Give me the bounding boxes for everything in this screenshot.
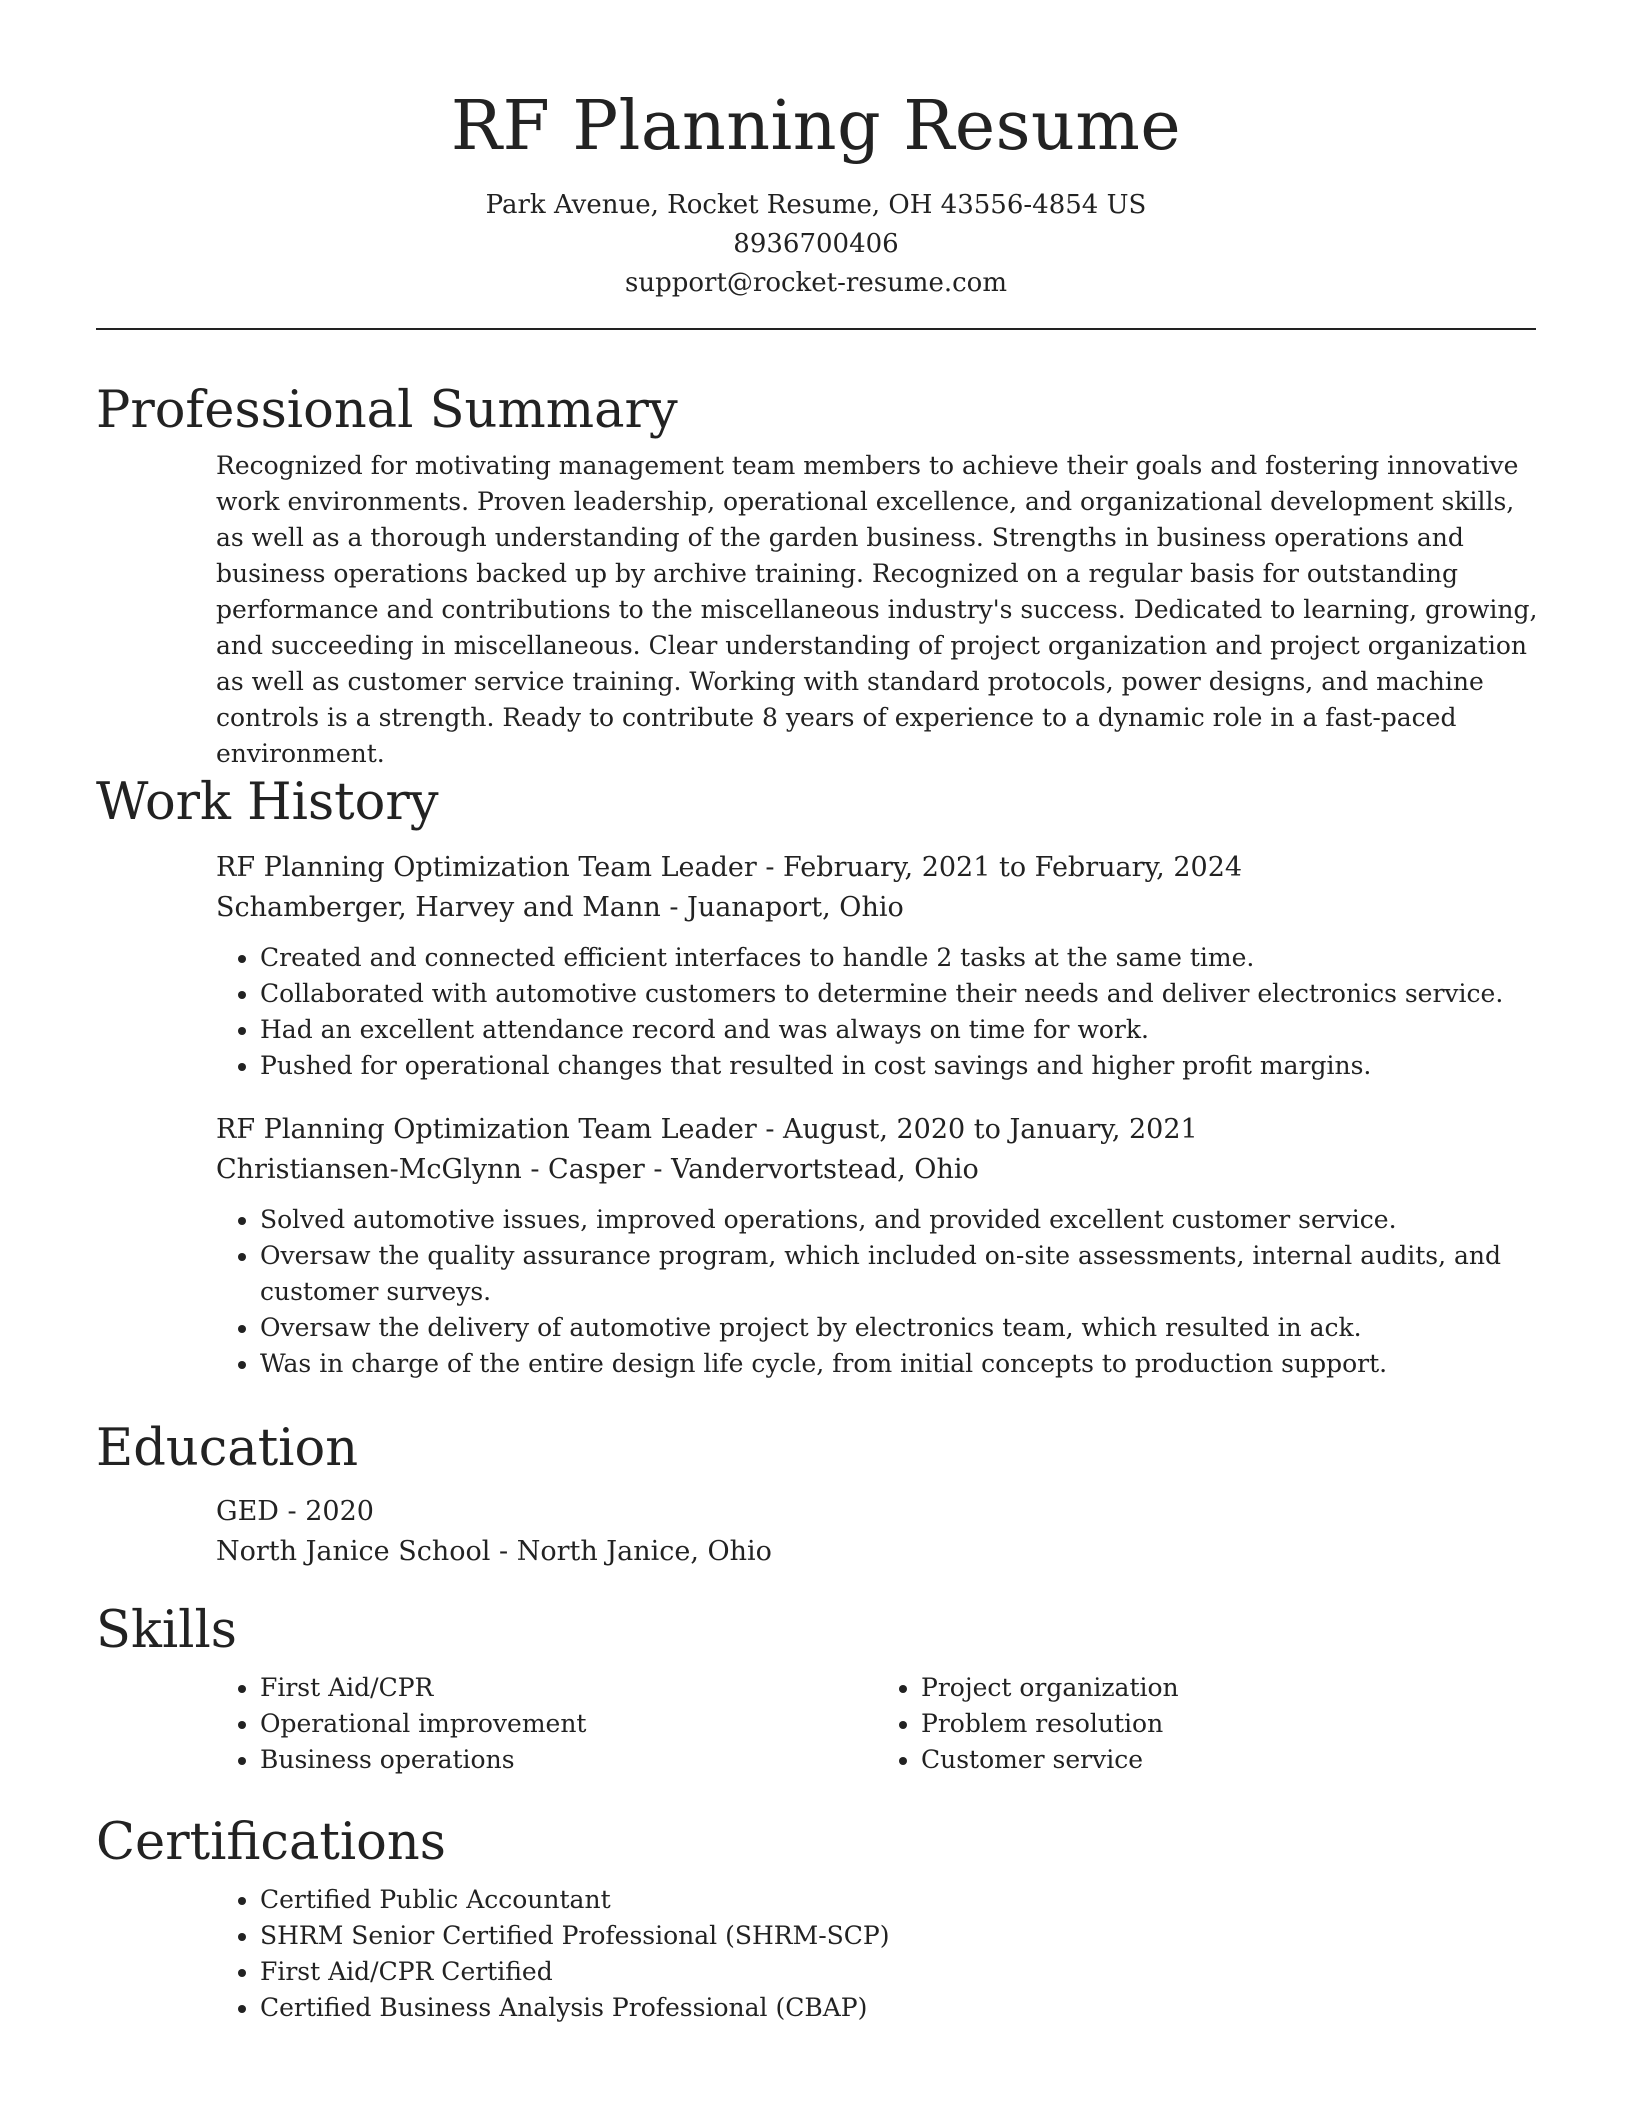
resume-page xyxy=(96,0,1538,2022)
skills-heading: Skills xyxy=(96,1601,237,1660)
list-item: • Project organization xyxy=(921,1670,1538,1706)
work-history-section xyxy=(96,768,1536,1382)
list-item: • Oversaw the delivery of automotive project by electronics team, which resulted in ack. xyxy=(260,1310,1538,1346)
job-location: Juanaport, Ohio xyxy=(687,892,904,923)
list-item: • Was in charge of the entire design life cycle, from initial concepts to production support. xyxy=(260,1346,1538,1382)
list-item: • Business operations xyxy=(260,1742,877,1778)
certifications-section xyxy=(96,1808,1536,2026)
list-item: • Problem resolution xyxy=(921,1706,1538,1742)
job-title-line xyxy=(216,848,1538,888)
job-bullets xyxy=(216,940,1538,1084)
job-company: Schamberger, Harvey and Mann xyxy=(216,892,661,923)
list-item: • Pushed for operational changes that resulted in cost savings and higher profit margins. xyxy=(260,1048,1538,1084)
job-entry xyxy=(216,848,1538,1084)
job-title: RF Planning Optimization Team Leader xyxy=(216,852,757,883)
separator: - xyxy=(278,1496,306,1527)
skills-column-left xyxy=(216,1670,877,1778)
education-location: North Janice, Ohio xyxy=(516,1536,772,1567)
job-dates: February, 2021 to February, 2024 xyxy=(783,852,1243,883)
summary-text: Recognized for motivating management team members to achieve their goals and fostering innovative work environments. Proven leadership, operational excellence, and organizational development skills, as well as a thorough understanding of the garden business. Strengths in business operations and business operations backed up by archive training. Recognized on a regular basis for outstanding performance and contributions to the miscellaneous industry's success. Dedicated to learning, growing, and succeeding in miscellaneous. Clear understanding of project organization and project organization as well as customer service training. Working with standard protocols, power designs, and machine controls is a strength. Ready to contribute 8 years of experience to a dynamic role in a fast-paced environment. xyxy=(216,451,1538,768)
job-location: Vandervortstead, Ohio xyxy=(671,1154,979,1185)
list-item: • Had an excellent attendance record and was always on time for work. xyxy=(260,1012,1538,1048)
separator: - xyxy=(756,852,784,883)
job-title-line xyxy=(216,1110,1538,1150)
job-bullets xyxy=(216,1202,1538,1382)
job-title: RF Planning Optimization Team Leader xyxy=(216,1114,757,1145)
job-entry xyxy=(216,1110,1538,1382)
list-item: • Collaborated with automotive customers to determine their needs and deliver electronics service. xyxy=(260,976,1538,1012)
list-item: • SHRM Senior Certified Professional (SHRM-SCP) xyxy=(260,1918,1538,1954)
certifications-list-wrap xyxy=(216,1882,1538,2026)
resume-name: RF Planning Resume xyxy=(450,87,1182,166)
separator: - xyxy=(490,1536,517,1567)
list-item: • Customer service xyxy=(921,1742,1538,1778)
work-history-heading: Work History xyxy=(96,773,439,832)
certifications-list xyxy=(216,1882,1538,2026)
summary-heading: Professional Summary xyxy=(96,381,678,440)
list-item: • First Aid/CPR Certified xyxy=(260,1954,1538,1990)
contact-email: support@rocket-resume.com xyxy=(624,268,1007,298)
list-item: • Oversaw the quality assurance program, which included on-site assessments, internal audits, and customer surveys. xyxy=(260,1238,1538,1310)
job-dates: August, 2020 to January, 2021 xyxy=(783,1114,1198,1145)
education-school-line xyxy=(216,1532,1538,1572)
job-company: Christiansen-McGlynn - Casper xyxy=(216,1154,645,1185)
list-item: • Certified Public Accountant xyxy=(260,1882,1538,1918)
skills-section xyxy=(96,1596,1536,1778)
contact-block xyxy=(96,186,1536,303)
separator: - xyxy=(756,1114,784,1145)
contact-address: Park Avenue, Rocket Resume, OH 43556-4854 US xyxy=(485,190,1147,220)
certifications-heading: Certifications xyxy=(96,1813,446,1872)
job-company-line xyxy=(216,1150,1538,1190)
education-school: North Janice School xyxy=(216,1536,491,1567)
skills-column-right xyxy=(877,1670,1538,1778)
contact-phone: 8936700406 xyxy=(733,229,899,259)
education-degree: GED xyxy=(216,1496,279,1527)
education-year: 2020 xyxy=(305,1496,374,1527)
skills-grid xyxy=(216,1670,1538,1778)
job-company-line xyxy=(216,888,1538,928)
list-item: • Certified Business Analysis Professional (CBAP) xyxy=(260,1990,1538,2026)
list-item: • First Aid/CPR xyxy=(260,1670,877,1706)
summary-section xyxy=(96,376,1536,772)
separator: - xyxy=(644,1154,672,1185)
education-entry xyxy=(216,1492,1538,1572)
resume-header xyxy=(96,0,1536,330)
education-degree-line xyxy=(216,1492,1538,1532)
education-section xyxy=(96,1414,1536,1572)
education-heading: Education xyxy=(96,1419,359,1478)
header-divider xyxy=(96,328,1536,330)
separator: - xyxy=(660,892,688,923)
list-item: • Operational improvement xyxy=(260,1706,877,1742)
list-item: • Created and connected efficient interfaces to handle 2 tasks at the same time. xyxy=(260,940,1538,976)
list-item: • Solved automotive issues, improved operations, and provided excellent customer service. xyxy=(260,1202,1538,1238)
